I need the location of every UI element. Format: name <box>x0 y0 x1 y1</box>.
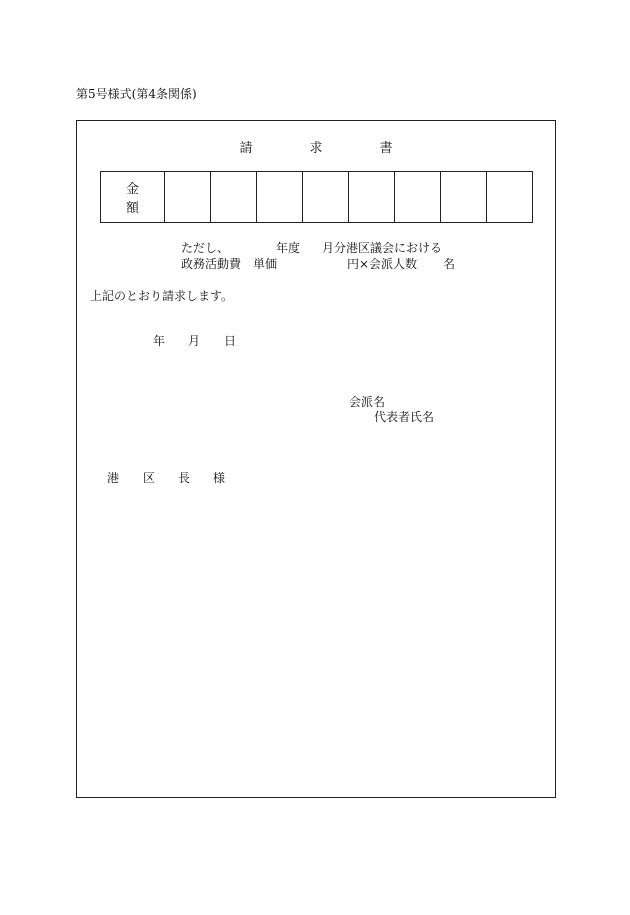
addressee-honorific: 様 <box>213 471 226 485</box>
amount-digit-cell[interactable] <box>211 172 257 223</box>
amount-label: 金 額 <box>101 172 165 223</box>
amount-table <box>100 171 533 223</box>
addressee-ward: 港 <box>107 471 120 485</box>
party-name-label: 会派名 <box>349 395 386 409</box>
note-persons-unit: 名 <box>443 257 456 271</box>
note-month-text: 月分港区議会における <box>322 241 443 255</box>
amount-digit-cell[interactable] <box>441 172 487 223</box>
date-month-label: 月 <box>188 334 201 348</box>
form-number: 第5号様式(第4条関係) <box>76 87 197 101</box>
addressee-chief: 長 <box>178 471 191 485</box>
amount-digit-cell[interactable] <box>165 172 211 223</box>
note-yen-text: 円×会派人数 <box>347 257 418 271</box>
amount-digit-cell[interactable] <box>487 172 533 223</box>
invoice-form <box>76 120 556 798</box>
representative-name-label: 代表者氏名 <box>374 410 435 424</box>
amount-digit-cell[interactable] <box>349 172 395 223</box>
note-prefix: ただし、 <box>181 241 230 255</box>
amount-digit-cell[interactable] <box>303 172 349 223</box>
request-statement: 上記のとおり請求します。 <box>90 289 234 303</box>
amount-digit-cell[interactable] <box>395 172 441 223</box>
document-title: 請 求 書 <box>239 141 415 156</box>
note-year-unit: 年度 <box>276 241 301 255</box>
date-day-label: 日 <box>224 334 237 348</box>
addressee-ku: 区 <box>143 471 156 485</box>
date-year-label: 年 <box>153 334 166 348</box>
note-unit-price-label: 政務活動費 単価 <box>181 257 278 271</box>
amount-digit-cell[interactable] <box>257 172 303 223</box>
